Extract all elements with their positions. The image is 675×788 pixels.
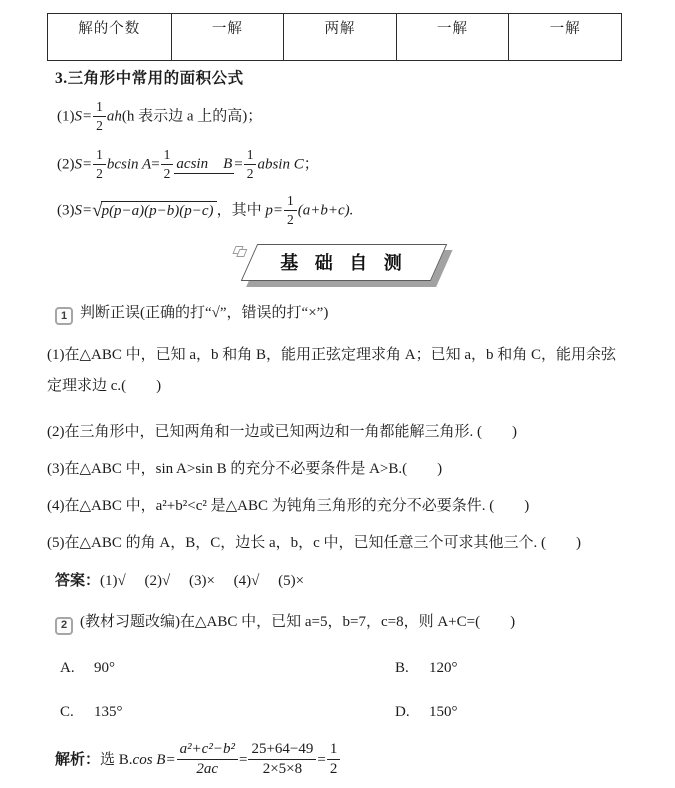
tf-item-4: (4)在△ABC 中，a²+b²<c² 是△ABC 为钝角三角形的充分不必要条件. ( ) [47,498,530,515]
question-2-text: (教材习题改编)在△ABC 中，已知 a=5，b=7，c=8，则 A+C=( ) [80,614,516,631]
banner-title: 基 础 自 测 [279,253,408,274]
equals: = [238,752,248,769]
fraction: $\frac{1}{2}$ [161,147,174,181]
solution-count-table [47,13,622,61]
question-1-stem [55,301,625,325]
option-label: D. [395,704,410,721]
question-number-icon: 2 [55,617,73,635]
formula-note: (h 表示边 a 上的高)； [121,108,263,125]
formula-body: ah [106,108,122,125]
tf-item-3: (3)在△ABC 中，sin A>sin B 的充分不必要条件是 A>B.( ) [47,461,443,478]
option-label: C. [60,704,74,721]
equals: = [234,156,243,173]
option-value: 135° [94,704,123,721]
formula-mid: ，其中 [216,202,266,219]
table-cell: 一解 [509,14,622,61]
fraction: $\frac{25+64-49}{2\times 5\times 8}$ [248,741,316,779]
fraction: $\frac{\text{a²+c²−b²}}{2ac}$ [177,741,238,779]
section-banner [47,244,625,286]
table-cell: 一解 [171,14,284,61]
answer-values: (1)√ (2)√ (3)× (4)√ (5)× [100,573,305,590]
fraction: $\frac{1}{2}$ [93,147,106,181]
table-cell: 两解 [284,14,397,61]
formula-label: (3) [57,202,75,219]
radical-sign: √ [92,199,103,221]
formula-label: (1) [57,108,75,125]
formula-label: (2) [57,156,75,173]
option-d [395,697,625,728]
option-a [60,653,395,684]
formula-area-3 [57,194,625,228]
banner-shape [241,244,447,281]
solution-label: 解析： [55,752,101,769]
question-number-icon: 1 [55,307,73,325]
cos-expression: cos B= [132,752,176,769]
table-row [48,14,622,61]
question-1-text: 判断正误(正确的打“√”，错误的打“×”) [80,305,329,322]
formula-term: bcsin A [106,156,152,173]
banner-ornament-icon [234,242,247,259]
table-cell: 一解 [396,14,509,61]
table-cell: 解的个数 [48,14,172,61]
option-label: B. [395,660,409,677]
fraction: $\frac{1}{2}$ [284,193,297,227]
option-label: A. [60,660,75,677]
equals: = [151,156,160,173]
option-c [60,697,395,728]
formula-area-1 [57,100,625,134]
p-variable: p= [265,202,283,219]
answer-label: 答案： [55,573,101,590]
tf-item-2: (2)在三角形中，已知两角和一边或已知两边和一角都能解三角形. ( ) [47,424,517,441]
option-value: 150° [429,704,458,721]
radicand: p(p−a)(p−b)(p−c) [101,201,217,219]
fraction: $\frac{1}{2}$ [244,147,257,181]
punctuation: ； [303,156,319,173]
fraction: $\frac{1}{2}$ [327,741,341,779]
fraction: $\frac{1}{2}$ [93,99,106,133]
formula-area-2 [57,148,625,182]
question-2-stem [55,607,625,638]
formula-term: absin C [257,156,304,173]
answers-line [55,566,625,597]
option-b [395,653,625,684]
fill-in-blank: acsin B [176,156,233,173]
formula-lhs: S= [74,202,93,219]
square-root [92,199,216,221]
solution-line [55,742,625,780]
section-title: 3.三角形中常用的面积公式 [55,70,244,87]
equals: = [317,752,326,769]
option-value: 120° [429,660,458,677]
options-grid [60,653,625,728]
option-value: 90° [94,660,115,677]
formula-tail: (a+b+c). [297,202,354,219]
formula-lhs: S= [74,108,93,125]
tf-item-5: (5)在△ABC 的角 A，B，C，边长 a，b，c 中，已知任意三个可求其他三个. ( ) [47,535,582,552]
solution-pick: 选 B. [100,752,133,769]
tf-item-1: (1)在△ABC 中，已知 a，b 和角 B，能用正弦定理求角 A；已知 a，b 和角 C，能用余弦定理求边 c.( ) [47,347,617,395]
formula-lhs: S= [74,156,93,173]
